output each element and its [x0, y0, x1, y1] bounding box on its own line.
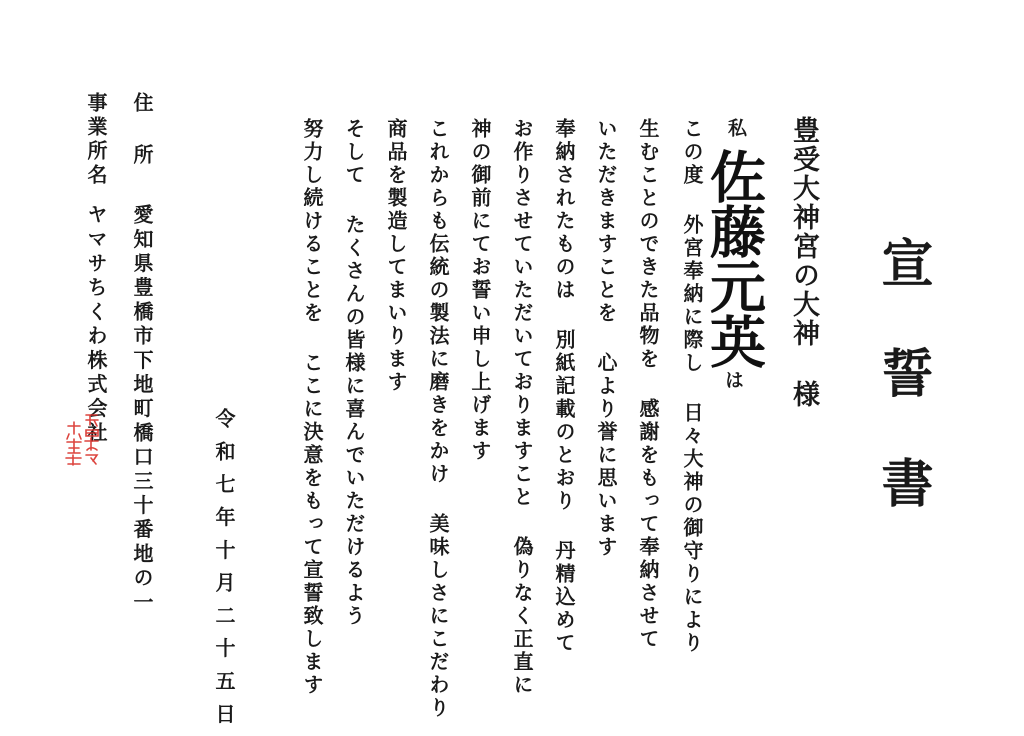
- document-title: 宣誓書: [872, 236, 933, 566]
- self-reference: 私: [725, 118, 747, 137]
- signatory-name: 佐藤元英: [701, 148, 767, 368]
- body-line: 神の御前にてお誓い申し上げます: [468, 118, 492, 463]
- addressee: [790, 116, 817, 409]
- body-line: この度 外宮奉納に際し 日々大神の御守りにより: [680, 118, 704, 655]
- body-line: 商品を製造してまいります: [384, 118, 408, 394]
- body-line: 奉納されたものは 別紙記載のとおり 丹精込めて: [552, 118, 576, 655]
- body-line: これからも伝統の製法に磨きをかけ 美味しさにこだわり: [426, 118, 450, 720]
- document-date: 令和七年十月二十五日: [212, 408, 236, 736]
- addressee-name: 豊受大神宮の大神: [788, 116, 819, 348]
- business-label: 事業所名: [84, 92, 108, 188]
- topic-particle: は: [722, 370, 744, 389]
- body-line: お作りさせていただいておりますこと 偽りなく正直に: [510, 118, 534, 697]
- body-line: そして たくさんの皆様に喜んでいただけるよう: [342, 118, 366, 628]
- address-label: 住 所: [130, 92, 154, 168]
- body-line: いただきますことを 心より誉に思います: [594, 118, 618, 559]
- addressee-honorific: 様: [788, 380, 819, 409]
- body-line: 努力し続けることを ここに決意をもって宣誓致します: [300, 118, 324, 697]
- body-line: 生むことのできた品物を 感謝をもって奉納させて: [636, 118, 660, 651]
- address-value: 愛知県豊橋市下地町橋口三十番地の一: [130, 204, 154, 616]
- company-seal-stamp: [60, 412, 104, 468]
- business-value: ヤマサちくわ株式会社: [84, 204, 108, 446]
